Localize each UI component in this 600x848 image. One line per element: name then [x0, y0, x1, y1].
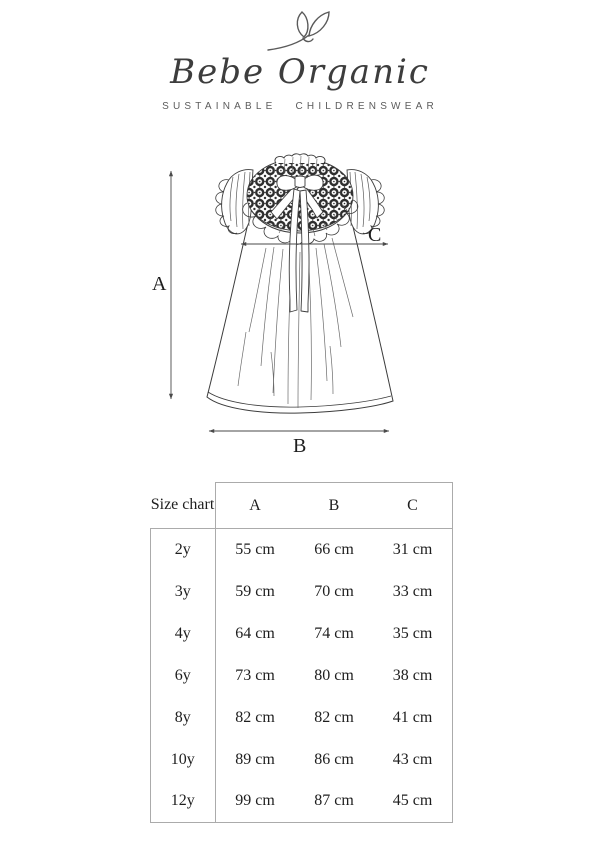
table-row — [151, 571, 453, 613]
measurement-label-a: A — [152, 273, 167, 295]
measurement-label-c: C — [368, 224, 382, 246]
value-b: 66 cm — [314, 540, 354, 558]
value-b: 80 cm — [314, 666, 354, 684]
branch-with-leaves-icon — [268, 12, 329, 50]
measurement-label-b: B — [293, 435, 307, 457]
value-a: 64 cm — [235, 624, 275, 642]
size-label: 8y — [151, 697, 216, 739]
column-header-b: B — [295, 483, 374, 529]
size-chart-header-row — [151, 483, 453, 529]
column-header-a: A — [215, 483, 295, 529]
size-label: 2y — [151, 529, 216, 571]
size-label: 6y — [151, 655, 216, 697]
value-c: 43 cm — [374, 739, 453, 781]
value-c: 45 cm — [374, 781, 453, 823]
size-chart-title: Size chart — [151, 483, 216, 529]
table-row — [151, 529, 453, 571]
value-a: 73 cm — [235, 666, 275, 684]
value-c: 35 cm — [374, 613, 453, 655]
size-label: 12y — [151, 781, 216, 823]
size-label: 10y — [151, 739, 216, 781]
size-chart-table — [150, 482, 453, 823]
value-c: 33 cm — [374, 571, 453, 613]
value-a: 55 cm — [235, 540, 275, 558]
value-b: 86 cm — [314, 750, 354, 768]
table-row — [151, 697, 453, 739]
value-b: 74 cm — [314, 624, 354, 642]
value-a: 82 cm — [235, 708, 275, 726]
table-row — [151, 613, 453, 655]
value-a: 99 cm — [215, 781, 295, 823]
value-a: 89 cm — [235, 750, 275, 768]
dress-sketch — [207, 154, 393, 413]
table-row — [151, 655, 453, 697]
table-row — [151, 781, 453, 823]
value-c: 38 cm — [374, 655, 453, 697]
value-c: 31 cm — [374, 529, 453, 571]
brand-tagline: SUSTAINABLE CHILDRENSWEAR — [162, 101, 438, 112]
value-b: 70 cm — [314, 582, 354, 600]
size-label: 3y — [151, 571, 216, 613]
value-b: 82 cm — [314, 708, 354, 726]
column-header-c: C — [374, 483, 453, 529]
value-b: 87 cm — [295, 781, 374, 823]
size-label: 4y — [151, 613, 216, 655]
value-c: 41 cm — [374, 697, 453, 739]
table-row — [151, 739, 453, 781]
brand-name: Bebe Organic — [170, 52, 430, 92]
value-a: 59 cm — [235, 582, 275, 600]
